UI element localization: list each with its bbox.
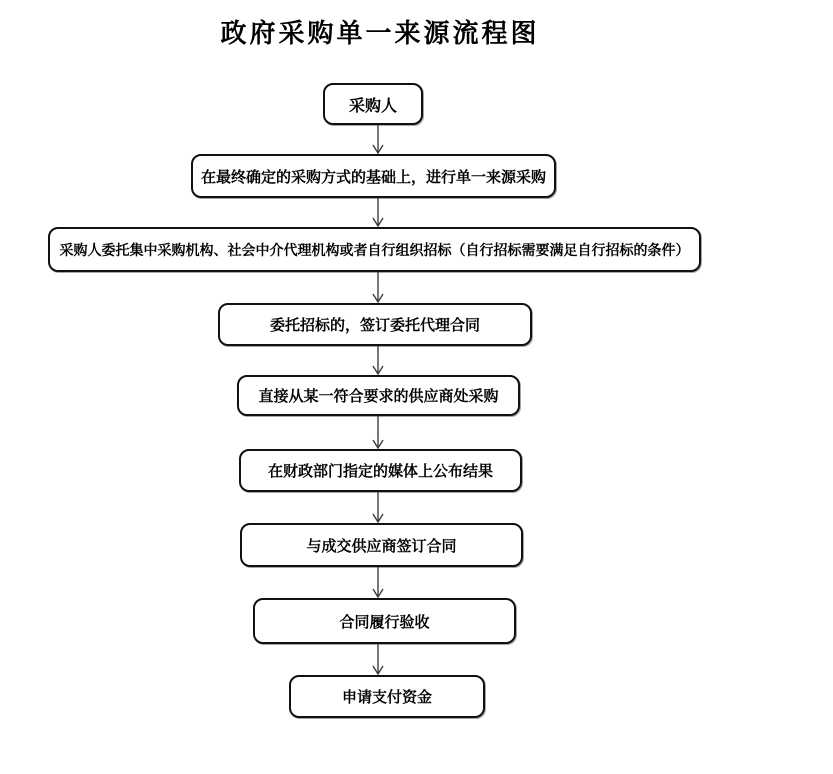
flow-node-label: 采购人委托集中采购机构、社会中介代理机构或者自行组织招标（自行招标需要满足自行招标的条件）	[59, 241, 690, 258]
flow-node-label: 与成交供应商签订合同	[306, 537, 457, 555]
flow-arrow-down-icon	[369, 198, 387, 227]
flow-arrow-down-icon	[369, 125, 387, 154]
flow-node-label: 合同履行验收	[339, 613, 430, 631]
flow-arrow-down-icon	[369, 492, 387, 523]
flow-node-procurement-method	[191, 154, 556, 198]
flow-arrow-down-icon	[369, 346, 387, 375]
flow-node-label: 委托招标的，签订委托代理合同	[269, 317, 480, 334]
flow-node-purchaser	[323, 83, 423, 125]
page-title: 政府采购单一来源流程图	[220, 19, 540, 48]
flow-node-label: 在最终确定的采购方式的基础上，进行单一来源采购	[200, 168, 546, 186]
flow-arrow-down-icon	[369, 567, 387, 598]
flow-node-sign-contract	[240, 523, 523, 567]
flow-node-acceptance	[253, 598, 516, 644]
flow-node-agency-contract	[218, 303, 532, 346]
flow-arrow-down-icon	[369, 416, 387, 449]
flow-node-label: 申请支付资金	[341, 689, 432, 706]
flow-node-label: 在财政部门指定的媒体上公布结果	[267, 463, 493, 480]
flow-node-delegate-bidding	[48, 227, 701, 272]
flow-node-publish-results	[239, 449, 522, 492]
flow-node-payment-request	[289, 675, 485, 718]
flow-node-direct-purchase	[237, 375, 520, 416]
flow-node-label: 采购人	[348, 97, 397, 115]
flow-arrow-down-icon	[369, 272, 387, 303]
flow-arrow-down-icon	[369, 644, 387, 675]
flow-node-label: 直接从某一符合要求的供应商处采购	[258, 388, 499, 405]
